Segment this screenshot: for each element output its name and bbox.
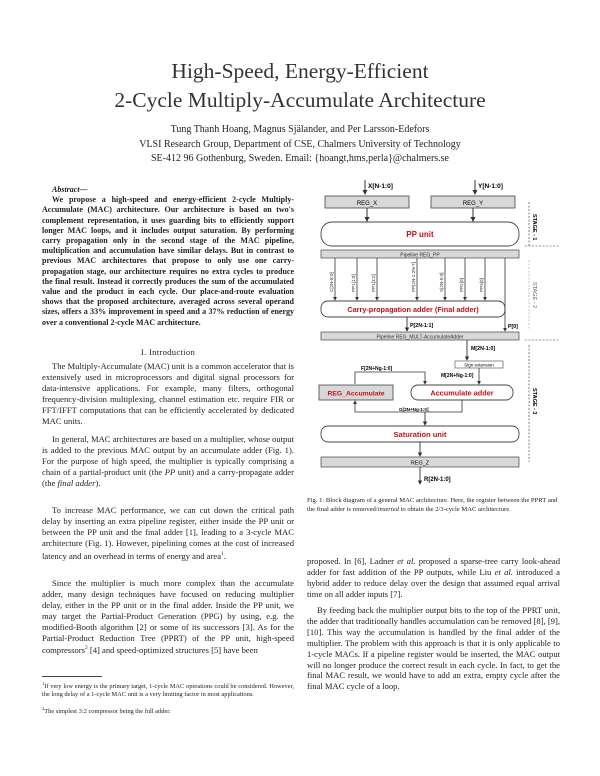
bus-label-3: PP1[3:2]: [371, 274, 376, 292]
stage-3-label: STAGE - 3: [531, 388, 537, 415]
figure-caption-inserted: inserted: [377, 505, 399, 513]
affiliation: VLSI Research Group, Department of CSE, Chalmers University of Technology: [139, 139, 461, 150]
saturation-unit-label: Saturation unit: [393, 430, 447, 439]
figure-caption-b: to obtain the 2/3-cycle MAC architecture.: [398, 505, 511, 513]
m-in-label: M[2N-1:0]: [471, 346, 496, 352]
intro-p2-c: ).: [95, 477, 101, 488]
section-heading: I. Introduction: [140, 347, 196, 357]
mac-block-diagram: [307, 180, 560, 492]
abstract-text: We propose a high-speed and energy-efficient 2-cycle Multiply-Accumulate (MAC) architecture. Our architecture is based on two's complement representation, it uses guarding bits to efficiently support longer MAC loops, and it includes output saturation. By performing carry propagation only in the second stage of the MAC pipeline, multiplication and accumulation have similar delays. But in contrast to previous MAC architectures that propose to only use one carry-propagation stage, our architecture requires no extra cycles to produce the final result. Instead it correctly produces the sum of the accumulated value and the product in each cycle. Our place-and-route evaluation shows that the proposed architecture, averaged across several operand sizes, offers a 33% improvement in speed and a 37% reduction of energy over a conventional 2-cycle MAC architecture.: [42, 195, 294, 327]
p-out-label: P[2N-1:1]: [410, 323, 434, 329]
footnote-1-mark: 1: [42, 681, 45, 686]
footnote-1-text: If very low energy is the primary target, 1-cycle MAC operations could be considered. However, the long delay of a 1-cycle MAC unit is a very limiting factor in most applications.: [42, 683, 294, 699]
footnote-2: [42, 705, 294, 716]
col2-paragraph-2: By feeding back the multiplier output bits to the top of the PPRT unit, the adder that traditionally handles accumulation can be removed [8], [9], [10]. This way the accumulation is handled by the final adder of the multiplier. The problem with this approach is that it is only applicable to 1-cycle MACs. If a pipeline register would be inserted, the MAC output will no longer produce the correct result in each cycle. In fact, to get the final MAC result, we would have to add an extra, empty cycle after the final MAC cycle of a loop.: [307, 605, 560, 692]
col2-p1-etal2: et al.: [494, 566, 513, 577]
intro-paragraph-1: The Multiply-Accumulate (MAC) unit is a common accelerator that is extensively used in microprocessors and digital signal processors for data-intensive applications. For example, many filters, orthogonal frequency-division multiplexing, channel estimation etc. require FIR or FFT/IFFT computations that can be efficiently accelerated by dedicated MAC units.: [42, 361, 294, 426]
intro-p2-b: unit) and a carry-propagate adder (the: [42, 466, 294, 488]
footnote-ref-2: 2: [84, 645, 88, 652]
pipeline-reg-pp-label: Pipeline REG_PP: [400, 252, 440, 259]
pipeline-reg-mult-label: Pipeline REG_MULT-AccumulateAdder: [376, 334, 464, 341]
bus-label-2: PP1[1:0]: [351, 274, 356, 292]
reg-z-label: REG_Z: [410, 460, 430, 467]
intro-p4-a: Since the multiplier is much more complex than the accumulate adder, many design techniques have focused on reducing multiplier delay, either in the PP unit or in the final adder. Inside the PP unit, we may target the Partial-Product Generation (PPG) by using, e.g. the modified-Booth algorithm [2] or some of its successors [3]. As for the Partial-Product Reduction Tree (PPRT) of the PP unit, high-speed compressors: [42, 578, 294, 656]
footnote-2-mark: 2: [42, 706, 45, 711]
intro-p2-fa: final adder: [57, 477, 96, 488]
footnote-1: [42, 680, 294, 700]
input-x-label: X[N-1:0]: [368, 183, 393, 190]
intro-p4-b: [4] and speed-optimized structures [5] have been: [87, 645, 258, 656]
intro-paragraph-2: [42, 434, 294, 489]
intro-paragraph-4: [42, 578, 294, 656]
bus-label-7: PP3[0]: [479, 278, 484, 292]
paper-title-line2: 2-Cycle Multiply-Accumulate Architecture: [114, 88, 486, 112]
col2-p1-b: proposed a sparse-tree carry look-ahead adder for fast addition of the PP outputs, while Liu: [307, 556, 560, 577]
bus-label-5: S[2N-5:0]: [439, 272, 444, 292]
paper-title-line1: High-Speed, Energy-Efficient: [171, 59, 429, 83]
intro-paragraph-3: [42, 505, 294, 561]
sign-extension-label: Sign extension: [464, 362, 494, 368]
stage-2-label: STAGE - 2: [531, 282, 537, 309]
input-y-label: Y[N-1:0]: [478, 183, 503, 190]
accumulate-adder-label: Accumulate adder: [430, 388, 494, 398]
col2-p1-etal: et al.: [397, 556, 416, 566]
intro-p3: To increase MAC performance, we can cut down the critical path delay by inserting an extra pipeline register, either inside the PP unit or between the PP unit and the final adder [1], leading to a 3-cycle MAC architecture (Fig. 1). However, pipelining comes at the cost of increased latency and an overhead in terms of energy and area: [42, 505, 294, 561]
bus-label-4: PP[2N-1:2N-7]: [411, 262, 416, 292]
p0-label: P[0]: [508, 324, 518, 330]
bus-label-6: PP2[0]: [459, 278, 464, 292]
abstract: [42, 185, 294, 328]
col2-p1-c: introduced a hybrid adder to reduce delay over the design that assumed equal arrival time on all adder inputs [7].: [307, 566, 560, 599]
col2-p1-a: proposed. In [6], Ladner: [307, 556, 398, 566]
intro-p3-end: .: [223, 550, 226, 561]
footnote-ref-1: 1: [221, 550, 224, 557]
figure-caption-a: Fig. 1: Block diagram of a general MAC architecture. Here, the register between the PPRT and the final adder is removed/: [307, 497, 558, 513]
abstract-label: Abstract—: [52, 185, 88, 194]
r-out-label: R[2N-1:0]: [424, 477, 451, 483]
bus-label-1: C[2N-8:0]: [329, 272, 334, 292]
reg-y-label: REG_Y: [462, 201, 484, 207]
intro-p2-pp: PP: [164, 466, 176, 477]
reg-accumulate-label: REG_Accumulate: [327, 390, 385, 398]
m-bus-label: M[2N+Ng-1:0]: [441, 373, 474, 379]
intro-p2-a: In general, MAC architectures are based on a multiplier, whose output is added to the previous MAC output by an accumulate adder (Fig. 1). For the purpose of high speed, the multiplier is typically comprising a chain of a partial-product unit (the: [42, 434, 294, 477]
pp-unit-label: PP unit: [406, 230, 434, 239]
stage-1-label: STAGE - 1: [531, 214, 537, 241]
figure-caption: [307, 497, 560, 514]
authors: Tung Thanh Hoang, Magnus Själander, and Per Larsson-Edefors: [170, 124, 430, 135]
footnote-rule: [42, 676, 102, 677]
address: SE-412 96 Gothenburg, Sweden. Email: {hoangt,hms,perla}@chalmers.se: [150, 153, 449, 164]
g-bus-label: G[2N+Ng-1:0]: [399, 407, 429, 412]
f-bus-label: F[2N+Ng-1:0]: [361, 366, 393, 372]
col2-paragraph-1: [307, 556, 560, 600]
reg-x-label: REG_X: [356, 201, 378, 207]
footnote-2-text: The simplest 3:2 compressor being the full adder.: [44, 708, 171, 716]
final-adder-label: Carry-propagation adder (Final adder): [347, 305, 479, 314]
